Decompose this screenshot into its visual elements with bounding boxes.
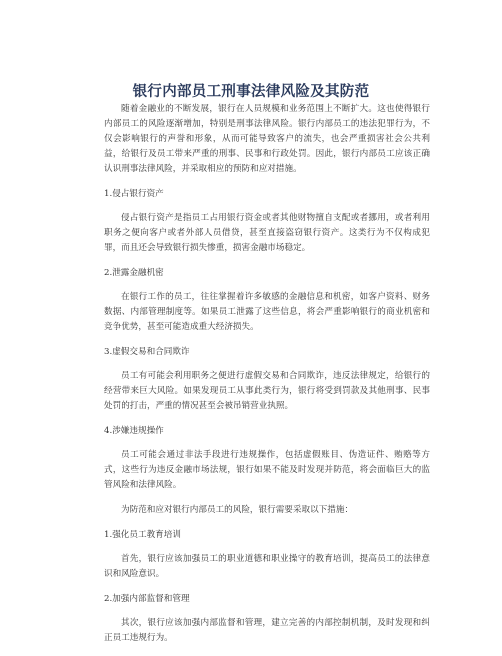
measure-heading-2: 2.加强内部监督和管理: [104, 594, 190, 604]
measure-body-1: 首先，银行应该加强员工的职业道德和职业操守的教育培训，提高员工的法律意识和风险意识。: [104, 554, 430, 579]
document-body: [104, 102, 430, 656]
section-body-2: 在银行工作的员工，往往掌握着许多敏感的金融信息和机密，如客户资料、财务数据、内部管理制度等。如果员工泄露了这些信息，将会严重影响银行的商业机密和竞争优势，甚至可能造成重大经济损失。: [104, 292, 430, 332]
intro-paragraph: 随着金融业的不断发展，银行在人员规模和业务范围上不断扩大。这也使得银行内部员工的风险逐渐增加，特别是刑事法律风险。银行内部员工的违法犯罪行为，不仅会影响银行的声誉和形象，从而可能导致客户的流失，也会严重损害社会公共利益，给银行及员工带来严重的刑事、民事和行政处罚。因此，银行内部员工应该正确认识刑事法律风险，并采取相应的预防和应对措施。: [104, 104, 430, 174]
section-heading-1: 1.侵占银行资产: [104, 189, 164, 199]
document-title: 银行内部员工刑事法律风险及其防范: [132, 84, 370, 100]
section-body-3: 员工有可能会利用职务之便进行虚假交易和合同欺诈，违反法律规定，给银行的经营带来巨大风险。如果发现员工从事此类行为，银行将受到罚款及其他刑事、民事处罚的打击，严重的情况甚至会被吊销营业执照。: [104, 371, 430, 411]
section-heading-4: 4.涉嫌违规操作: [104, 426, 164, 436]
section-heading-3: 3.虚假交易和合同欺诈: [104, 347, 190, 357]
section-body-4: 员工可能会通过非法手段进行违规操作，包括虚假账目、伪造证件、贿赂等方式，这些行为违反金融市场法规，银行如果不能及时发现并防范，将会面临巨大的监管风险和法律风险。: [104, 450, 430, 490]
measure-body-2: 其次，银行应该加强内部监督和管理，建立完善的内部控制机制，及时发现和纠正员工违规行为。: [104, 618, 430, 643]
section-body-1: 侵占银行资产是指员工占用银行资金或者其他财物擅自支配或者挪用，或者利用职务之便向客户或者外部人员借贷，甚至直接盗窃银行资产。这类行为不仅构成犯罪，而且还会导致银行损失惨重，损害金融市场稳定。: [104, 213, 430, 253]
measure-heading-1: 1.强化员工教育培训: [104, 530, 181, 540]
section-heading-2: 2.泄露金融机密: [104, 268, 164, 278]
transition-paragraph: 为防范和应对银行内部员工的风险，银行需要采取以下措施：: [121, 505, 354, 515]
